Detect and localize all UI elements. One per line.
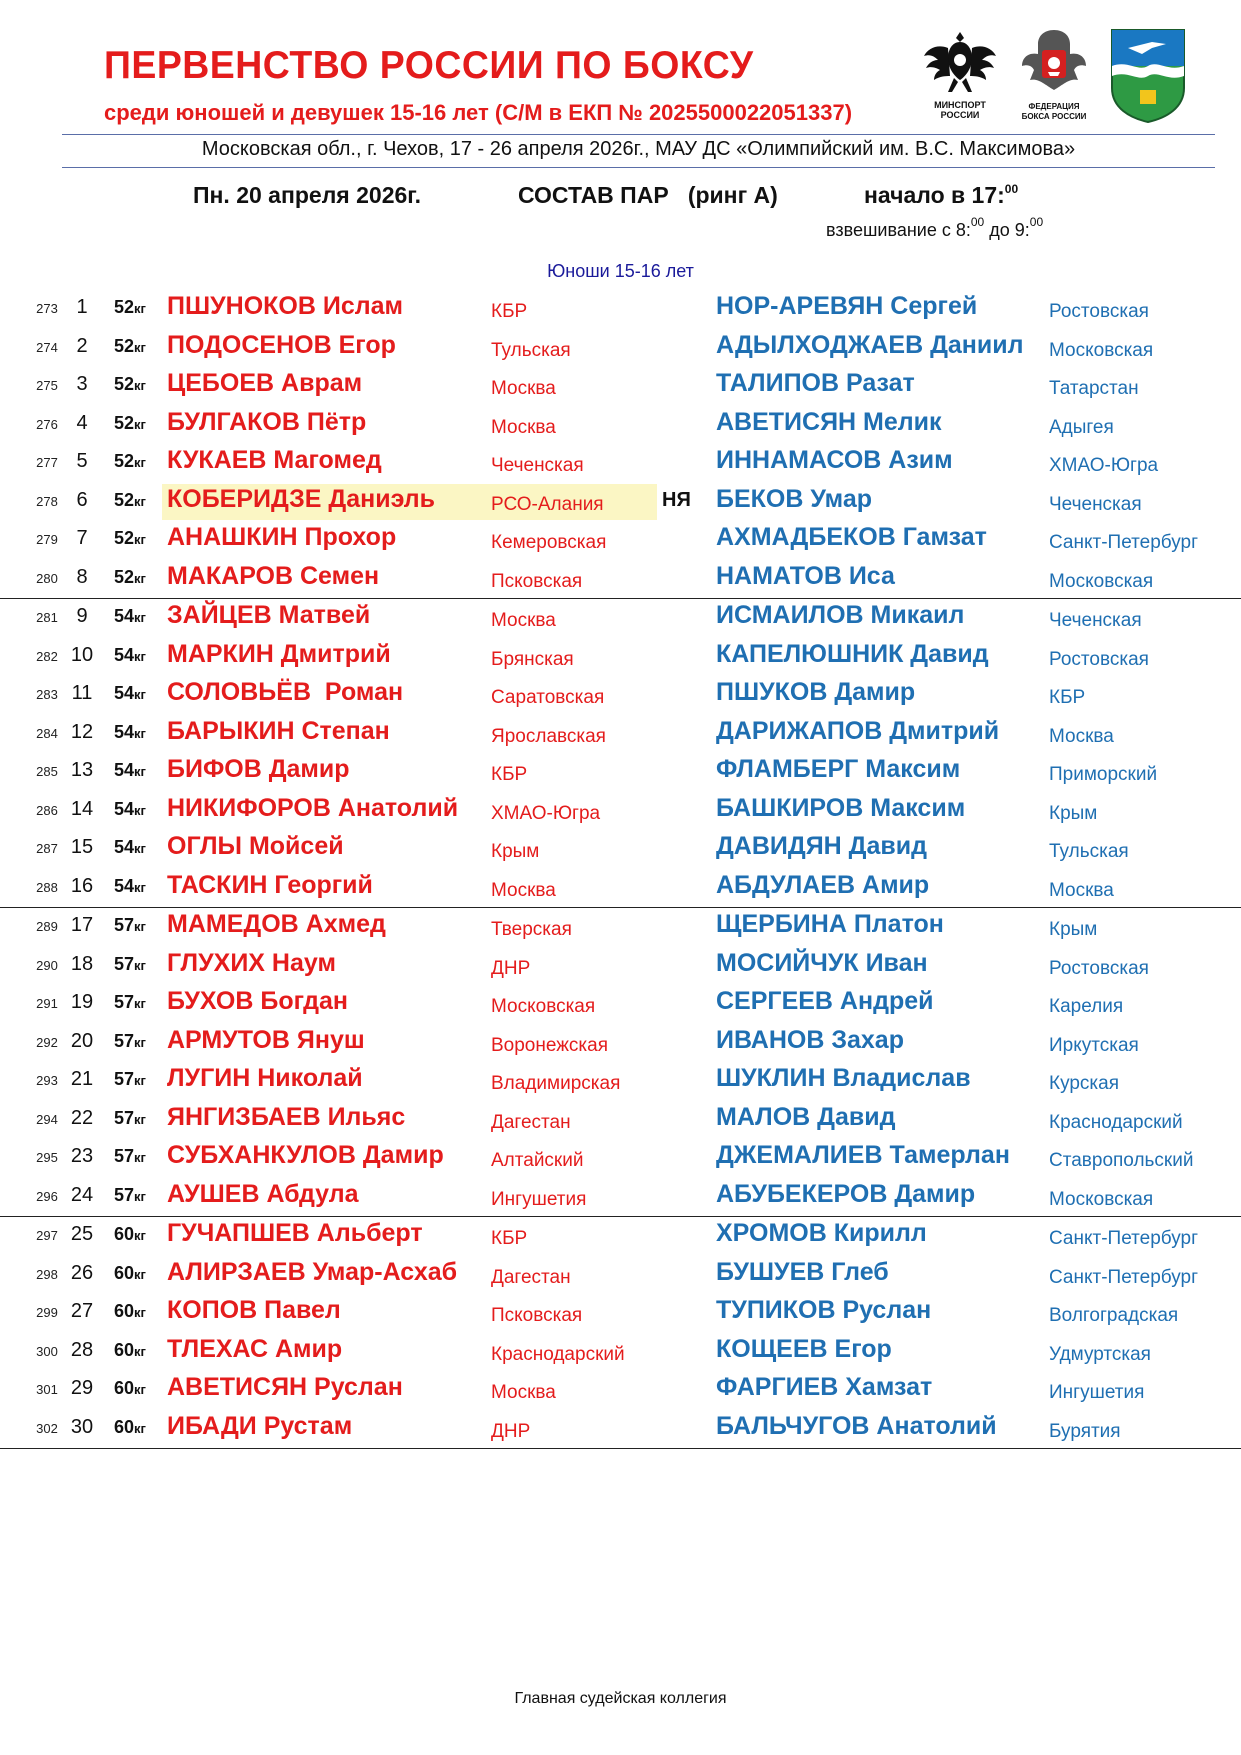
bout-number: 20 (70, 1029, 94, 1052)
red-corner-name: АВЕТИСЯН Руслан (167, 1373, 403, 1401)
weight-class: 57кг (114, 915, 146, 935)
blue-corner-region: Бурятия (1049, 1420, 1121, 1442)
global-bout-number: 282 (36, 648, 58, 664)
global-bout-number: 291 (36, 996, 58, 1011)
blue-corner-region: Санкт-Петербург (1049, 1266, 1199, 1288)
bout-number: 8 (76, 565, 88, 588)
bout-row (0, 1139, 1241, 1178)
blue-corner-name: НОР-АРЕВЯН Сергей (716, 292, 978, 320)
bout-row (0, 908, 1241, 947)
blue-corner-region: Карелия (1049, 996, 1124, 1017)
global-bout-number: 288 (36, 879, 58, 895)
bout-row (0, 290, 1241, 329)
blue-corner-region: Ингушетия (1049, 1382, 1145, 1403)
global-bout-number: 297 (36, 1228, 58, 1243)
red-corner-name: МАРКИН Дмитрий (167, 639, 391, 668)
blue-corner-name: МАЛОВ Давид (716, 1102, 896, 1131)
weight-class: 60кг (114, 1262, 146, 1283)
blue-corner-region: Москва (1049, 879, 1114, 901)
weight-class: 57кг (114, 953, 146, 974)
blue-corner-region: Курская (1049, 1073, 1120, 1094)
global-bout-number: 286 (36, 802, 58, 818)
red-corner-name: СОЛОВЬЁВ Роман (167, 678, 404, 706)
blue-corner-region: Ростовская (1049, 957, 1149, 979)
bout-row (0, 792, 1241, 831)
bout-number: 22 (70, 1106, 94, 1129)
blue-corner-region: Московская (1049, 570, 1154, 592)
weight-class: 54кг (114, 683, 146, 703)
blue-corner-name: АБДУЛАЕВ Амир (716, 870, 930, 899)
blue-corner-region: Адыгея (1049, 416, 1114, 438)
bout-row (0, 1178, 1241, 1218)
blue-corner-name: ХРОМОВ Кирилл (716, 1219, 927, 1247)
red-corner-region: Дагестан (491, 1111, 571, 1133)
red-corner-region: Краснодарский (491, 1343, 625, 1365)
red-corner-region: Ярославская (491, 725, 606, 747)
blue-corner-name: АВЕТИСЯН Мелик (716, 407, 942, 436)
blue-corner-name: ФАРГИЕВ Хамзат (716, 1373, 933, 1401)
red-corner-name: МАМЕДОВ Ахмед (167, 910, 386, 938)
red-corner-region: КБР (491, 301, 528, 322)
bout-row (0, 521, 1241, 560)
weight-class: 52кг (114, 566, 146, 587)
weight-class: 52кг (114, 374, 146, 394)
weight-class: 52кг (114, 335, 146, 356)
document-subtitle: среди юношей и девушек 15-16 лет (С/М в ЕКП № 2025500022051337) (104, 100, 853, 125)
global-bout-number: 290 (36, 957, 58, 973)
age-category: Юноши 15-16 лет (547, 261, 694, 281)
bout-number: 23 (70, 1145, 94, 1167)
blue-corner-name: МОСИЙЧУК Иван (716, 948, 928, 977)
bout-number: 25 (70, 1223, 94, 1245)
bout-row (0, 869, 1241, 909)
red-corner-region: ДНР (491, 1420, 531, 1442)
weight-class: 54кг (114, 875, 146, 896)
red-corner-region: Брянская (491, 648, 574, 670)
bout-number: 15 (70, 836, 94, 858)
global-bout-number: 276 (36, 416, 58, 432)
blue-corner-name: СЕРГЕЕВ Андрей (716, 987, 934, 1015)
red-corner-name: БАРЫКИН Степан (167, 716, 390, 745)
weight-class: 54кг (114, 798, 146, 819)
bout-number: 10 (70, 643, 94, 666)
blue-corner-region: Санкт-Петербург (1049, 1228, 1199, 1249)
red-corner-name: ТЛЕХАС Амир (167, 1334, 343, 1363)
red-corner-name: КОПОВ Павел (167, 1296, 341, 1324)
red-corner-name: ИБАДИ Рустам (167, 1411, 353, 1440)
weight-class: 57кг (114, 1030, 146, 1051)
bout-number: 5 (76, 450, 88, 472)
minsport-logo (920, 26, 1000, 126)
city-coat-of-arms (1108, 26, 1188, 126)
start-time: начало в 17:$^{00}$ (864, 182, 1019, 208)
blue-corner-name: ЩЕРБИНА Платон (716, 910, 944, 938)
bout-number: 24 (70, 1183, 94, 1206)
global-bout-number: 280 (36, 570, 58, 586)
global-bout-number: 296 (36, 1188, 58, 1204)
global-bout-number: 289 (36, 919, 58, 934)
blue-corner-name: АДЫЛХОДЖАЕВ Даниил (716, 330, 1024, 359)
red-corner-region: Москва (491, 378, 556, 399)
global-bout-number: 293 (36, 1073, 58, 1088)
bout-row (0, 830, 1241, 869)
minsport-label: МИНСПОРТ РОССИИ (934, 100, 986, 120)
bout-row (0, 638, 1241, 677)
weight-class: 60кг (114, 1301, 146, 1321)
blue-corner-region: Санкт-Петербург (1049, 532, 1199, 553)
weight-class: 57кг (114, 992, 146, 1012)
blue-corner-region: Ростовская (1049, 648, 1149, 670)
bout-number: 2 (76, 334, 88, 357)
bout-row (0, 444, 1241, 483)
red-corner-region: Крым (491, 841, 540, 862)
bout-row (0, 1062, 1241, 1101)
bout-number: 21 (70, 1068, 94, 1090)
bout-note: НЯ (662, 488, 691, 511)
bout-row (0, 1101, 1241, 1140)
bout-number: 18 (70, 952, 94, 975)
weight-class: 60кг (114, 1339, 146, 1360)
red-corner-region: Дагестан (491, 1266, 571, 1288)
bout-number: 26 (70, 1261, 94, 1284)
blue-corner-name: БАЛЬЧУГОВ Анатолий (716, 1411, 997, 1440)
bout-number: 30 (70, 1415, 94, 1438)
blue-corner-name: ИСМАИЛОВ Микаил (716, 601, 965, 629)
blue-corner-name: БАШКИРОВ Максим (716, 793, 966, 822)
red-corner-name: АНАШКИН Прохор (167, 523, 397, 551)
red-corner-name: СУБХАНКУЛОВ Дамир (167, 1141, 444, 1169)
global-bout-number: 294 (36, 1111, 58, 1127)
blue-corner-name: ПШУКОВ Дамир (716, 678, 916, 706)
red-corner-region: Ингушетия (491, 1188, 587, 1210)
bout-number: 12 (70, 720, 94, 743)
blue-corner-region: Тульская (1049, 841, 1129, 862)
red-corner-region: Тверская (491, 919, 572, 940)
weight-class: 52кг (114, 528, 146, 548)
blue-corner-region: Иркутская (1049, 1034, 1139, 1056)
red-corner-name: МАКАРОВ Семен (167, 561, 380, 590)
bout-row (0, 599, 1241, 638)
bout-row (0, 1024, 1241, 1063)
bout-row (0, 1256, 1241, 1295)
red-corner-name: ТАСКИН Георгий (167, 870, 373, 899)
bout-row (0, 1294, 1241, 1333)
bout-number: 27 (70, 1300, 94, 1322)
red-corner-region: Саратовская (491, 687, 605, 708)
global-bout-number: 302 (36, 1420, 58, 1436)
red-corner-name: ЗАЙЦЕВ Матвей (167, 601, 371, 629)
blue-corner-region: Чеченская (1049, 610, 1142, 631)
bout-row (0, 715, 1241, 754)
blue-corner-name: НАМАТОВ Иса (716, 561, 895, 590)
bout-number: 4 (76, 411, 88, 434)
global-bout-number: 295 (36, 1150, 58, 1165)
bouts-table (0, 290, 1241, 1449)
blue-corner-name: ШУКЛИН Владислав (716, 1064, 971, 1092)
weight-class: 52кг (114, 412, 146, 433)
bout-row (0, 1333, 1241, 1372)
red-corner-region: Москва (491, 1382, 556, 1403)
header-divider-top (62, 134, 1215, 135)
blue-corner-region: Краснодарский (1049, 1111, 1183, 1133)
red-corner-name: КОБЕРИДЗЕ Даниэль (167, 484, 436, 513)
bout-row (0, 560, 1241, 600)
weight-class: 57кг (114, 1069, 146, 1089)
global-bout-number: 284 (36, 725, 58, 741)
weight-class: 57кг (114, 1146, 146, 1166)
red-corner-name: АРМУТОВ Януш (167, 1025, 365, 1054)
bout-row (0, 985, 1241, 1024)
global-bout-number: 299 (36, 1305, 58, 1320)
blue-corner-name: ИННАМАСОВ Азим (716, 446, 953, 474)
red-corner-name: НИКИФОРОВ Анатолий (167, 793, 459, 822)
red-corner-name: ПШУНОКОВ Ислам (167, 292, 403, 320)
venue-line: Московская обл., г. Чехов, 17 - 26 апреля 2026г., МАУ ДС «Олимпийский им. В.С. Максимова» (201, 138, 1076, 160)
double-eagle-icon (920, 26, 1000, 100)
blue-corner-region: Московская (1049, 339, 1154, 361)
bout-row (0, 1217, 1241, 1256)
blue-corner-region: Удмуртская (1049, 1343, 1151, 1365)
weigh-in-time: взвешивание с 8:$^{00}$ до 9:$^{00}$ (826, 215, 1044, 240)
bout-number: 11 (71, 682, 93, 704)
blue-corner-name: ДАВИДЯН Давид (716, 832, 927, 860)
blue-corner-name: БЕКОВ Умар (716, 484, 872, 513)
weight-class: 60кг (114, 1224, 146, 1244)
red-corner-region: Кемеровская (491, 532, 607, 553)
bout-number: 13 (70, 759, 94, 781)
footer-signature: Главная судейская коллегия (514, 1690, 727, 1707)
red-corner-name: АУШЕВ Абдула (167, 1179, 359, 1208)
weight-class: 52кг (114, 489, 146, 510)
red-corner-region: Чеченская (491, 455, 584, 476)
bout-number: 17 (70, 914, 94, 936)
federation-label: ФЕДЕРАЦИЯ БОКСА РОССИИ (1021, 102, 1087, 121)
header-divider-bottom (62, 167, 1215, 168)
weight-class: 57кг (114, 1184, 146, 1205)
blue-corner-region: Татарстан (1049, 378, 1139, 399)
red-corner-region: ДНР (491, 957, 531, 979)
red-corner-region: Москва (491, 610, 556, 631)
weight-class: 52кг (114, 297, 146, 317)
blue-corner-region: Москва (1049, 725, 1114, 747)
blue-corner-name: ДАРИЖАПОВ Дмитрий (716, 716, 1000, 745)
blue-corner-region: Волгоградская (1049, 1305, 1179, 1326)
weight-class: 60кг (114, 1378, 146, 1398)
red-corner-region: Тульская (491, 339, 571, 361)
blue-corner-region: Ставропольский (1049, 1150, 1194, 1171)
bout-row (0, 676, 1241, 715)
blue-corner-region: ХМАО-Югра (1049, 455, 1159, 476)
blue-corner-name: ФЛАМБЕРГ Максим (716, 755, 961, 783)
blue-corner-name: ТУПИКОВ Руслан (716, 1296, 932, 1324)
blue-corner-region: Московская (1049, 1188, 1154, 1210)
global-bout-number: 281 (36, 610, 58, 625)
red-corner-name: ГЛУХИХ Наум (167, 948, 336, 977)
red-corner-name: БУХОВ Богдан (167, 987, 348, 1015)
weight-class: 52кг (114, 451, 146, 471)
global-bout-number: 285 (36, 764, 58, 779)
weight-class: 54кг (114, 837, 146, 857)
weight-class: 54кг (114, 760, 146, 780)
global-bout-number: 292 (36, 1034, 58, 1050)
red-corner-region: Псковская (491, 1305, 583, 1326)
red-corner-name: БИФОВ Дамир (167, 755, 350, 783)
weight-class: 54кг (114, 721, 146, 742)
red-corner-name: ПОДОСЕНОВ Егор (167, 330, 396, 359)
global-bout-number: 298 (36, 1266, 58, 1282)
global-bout-number: 278 (36, 493, 58, 509)
global-bout-number: 283 (36, 687, 58, 702)
red-corner-region: ХМАО-Югра (491, 802, 601, 824)
bout-row (0, 406, 1241, 445)
weight-class: 60кг (114, 1416, 146, 1437)
bout-number: 3 (76, 373, 88, 395)
bout-number: 28 (70, 1338, 94, 1361)
weight-class: 54кг (114, 644, 146, 665)
blue-corner-region: Ростовская (1049, 301, 1149, 322)
bout-row (0, 329, 1241, 368)
bout-number: 29 (70, 1377, 94, 1399)
document-title: ПЕРВЕНСТВО РОССИИ ПО БОКСУ (104, 44, 754, 87)
bout-row (0, 1371, 1241, 1410)
red-corner-region: Москва (491, 416, 556, 438)
red-corner-name: БУЛГАКОВ Пётр (167, 407, 367, 436)
bout-number: 6 (76, 488, 88, 511)
red-corner-name: ЛУГИН Николай (167, 1064, 363, 1092)
red-corner-name: КУКАЕВ Магомед (167, 446, 382, 474)
pairs-heading: СОСТАВ ПАР (ринг А) (518, 182, 778, 208)
blue-corner-name: ТАЛИПОВ Разат (716, 369, 915, 397)
boxing-federation-emblem-icon (1015, 26, 1093, 102)
bout-number: 9 (76, 605, 88, 627)
red-corner-name: ОГЛЫ Мойсей (167, 832, 344, 860)
federation-logo (1015, 26, 1093, 126)
weight-class: 57кг (114, 1107, 146, 1128)
blue-corner-name: БУШУЕВ Глеб (716, 1257, 889, 1286)
bout-row (0, 947, 1241, 986)
global-bout-number: 277 (36, 455, 58, 470)
bout-number: 19 (70, 991, 94, 1013)
blue-corner-region: КБР (1049, 687, 1086, 708)
bout-number: 14 (70, 797, 94, 820)
red-corner-region: Алтайский (491, 1150, 584, 1171)
red-corner-region: Московская (491, 996, 596, 1017)
red-corner-region: КБР (491, 1228, 528, 1249)
global-bout-number: 273 (36, 301, 58, 316)
blue-corner-name: КАПЕЛЮШНИК Давид (716, 639, 989, 668)
red-corner-name: ЦЕБОЕВ Аврам (167, 369, 363, 397)
global-bout-number: 301 (36, 1382, 58, 1397)
red-corner-region: РСО-Алания (491, 493, 604, 515)
red-corner-region: Москва (491, 879, 556, 901)
blue-corner-region: Приморский (1049, 764, 1158, 785)
blue-corner-name: АХМАДБЕКОВ Гамзат (716, 523, 987, 551)
global-bout-number: 275 (36, 378, 58, 393)
red-corner-region: КБР (491, 764, 528, 785)
blue-corner-region: Крым (1049, 919, 1098, 940)
red-corner-name: ГУЧАПШЕВ Альберт (167, 1219, 423, 1247)
bout-row (0, 1410, 1241, 1450)
blue-corner-name: ДЖЕМАЛИЕВ Тамерлан (716, 1141, 1010, 1169)
blue-corner-name: ИВАНОВ Захар (716, 1025, 904, 1054)
red-corner-name: АЛИРЗАЕВ Умар-Асхаб (167, 1257, 458, 1286)
bout-row (0, 483, 1241, 522)
red-corner-region: Псковская (491, 570, 583, 592)
blue-corner-name: КОЩЕЕВ Егор (716, 1334, 892, 1363)
bout-row (0, 753, 1241, 792)
global-bout-number: 279 (36, 532, 58, 547)
weight-class: 54кг (114, 606, 146, 626)
red-corner-name: ЯНГИЗБАЕВ Ильяс (167, 1102, 406, 1131)
global-bout-number: 274 (36, 339, 58, 355)
bout-date: Пн. 20 апреля 2026г. (193, 182, 421, 208)
bout-number: 16 (70, 874, 94, 897)
global-bout-number: 287 (36, 841, 58, 856)
coat-of-arms-icon (1108, 26, 1188, 124)
blue-corner-region: Крым (1049, 802, 1098, 824)
bout-number: 7 (76, 527, 88, 549)
red-corner-region: Воронежская (491, 1034, 609, 1056)
blue-corner-name: АБУБЕКЕРОВ Дамир (716, 1179, 976, 1208)
blue-corner-region: Чеченская (1049, 493, 1142, 515)
bout-number: 1 (76, 296, 88, 318)
global-bout-number: 300 (36, 1343, 58, 1359)
bout-row (0, 367, 1241, 406)
red-corner-region: Владимирская (491, 1073, 621, 1094)
